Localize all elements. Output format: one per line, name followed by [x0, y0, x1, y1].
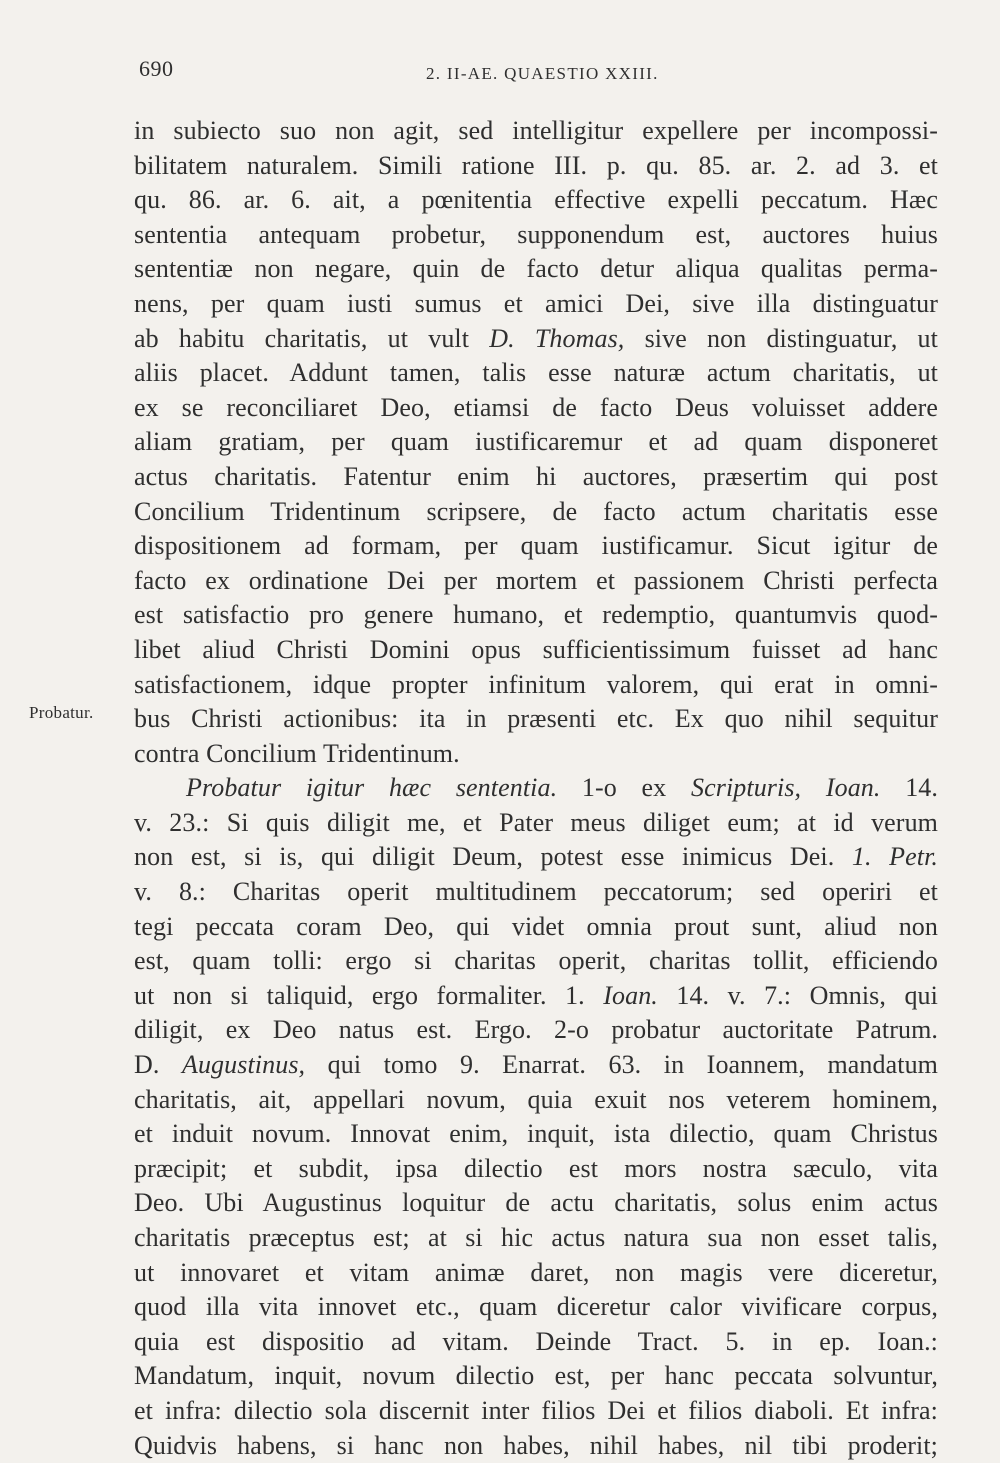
text-segment: bilitatem naturalem. Simili ratione III. p. qu. 85. ar. 2. ad 3. et	[134, 150, 938, 180]
text-segment: in subiecto suo non agit, sed intelligitur expellere per incompossi-	[134, 116, 938, 145]
text-line	[134, 840, 938, 875]
italic-text: Scripturis, Ioan.	[690, 773, 881, 803]
running-head: 2. II-AE. QUAESTIO XXIII.	[426, 64, 659, 83]
page-header	[0, 52, 1000, 92]
text-segment: præcipit; et subdit, ipsa dilectio est mors nostra sæculo, vita	[134, 1153, 938, 1183]
italic-text: D. Thomas,	[489, 323, 625, 353]
text-line	[134, 391, 938, 426]
text-line	[134, 564, 938, 599]
text-segment: aliis placet. Addunt tamen, talis esse naturæ actum charitatis, ut	[134, 358, 938, 388]
text-segment: 1-o ex	[557, 773, 691, 803]
text-line	[134, 495, 938, 530]
text-segment: D.	[134, 1050, 182, 1080]
text-segment: non est, si is, qui diligit Deum, potest esse inimicus Dei.	[134, 842, 852, 872]
text-line	[134, 529, 938, 564]
text-line	[134, 1325, 938, 1360]
text-line	[134, 633, 938, 668]
italic-text: 1. Petr.	[851, 842, 939, 872]
text-segment: qui tomo 9. Enarrat. 63. in Ioannem, mandatum	[305, 1050, 938, 1080]
text-segment: Mandatum, inquit, novum dilectio est, per hanc peccata solvuntur,	[134, 1361, 938, 1391]
text-line	[134, 668, 938, 703]
text-line	[134, 944, 938, 979]
text-segment: charitatis præceptus est; at si hic actus natura sua non esset talis,	[134, 1223, 938, 1252]
text-line	[134, 737, 938, 772]
text-segment: ab habitu charitatis, ut vult	[134, 323, 490, 353]
text-line	[134, 1083, 938, 1118]
text-segment: Deo. Ubi Augustinus loquitur de actu charitatis, solus enim actus	[134, 1188, 938, 1218]
text-segment: et induit novum. Innovat enim, inquit, ista dilectio, quam Christus	[134, 1119, 938, 1149]
text-line	[134, 771, 938, 806]
text-line	[134, 252, 938, 287]
text-line	[134, 114, 938, 149]
text-line	[134, 322, 938, 357]
text-line	[134, 1013, 938, 1048]
text-segment: ut innovaret et vitam animæ daret, non magis vere diceretur,	[134, 1257, 938, 1287]
text-line	[134, 183, 938, 218]
text-line	[134, 356, 938, 391]
text-line	[134, 1117, 938, 1152]
text-segment: facto ex ordinatione Dei per mortem et passionem Christi perfecta	[134, 565, 938, 595]
text-line	[134, 598, 938, 633]
text-segment: aliam gratiam, per quam iustificaremur et ad quam disponeret	[134, 427, 938, 457]
text-line	[134, 1429, 938, 1463]
text-segment: quia est dispositio ad vitam. Deinde Tract. 5. in ep. Ioan.:	[134, 1326, 938, 1356]
text-line	[134, 910, 938, 945]
text-segment: quod illa vita innovet etc., quam diceretur calor vivificare corpus,	[134, 1292, 938, 1322]
text-line	[134, 287, 938, 322]
text-segment: actus charitatis. Fatentur enim hi auctores, præsertim qui post	[134, 461, 938, 491]
text-segment: Quidvis habens, si hanc non habes, nihil habes, nil tibi proderit;	[134, 1430, 938, 1460]
text-segment: dispositionem ad formam, per quam iustificamur. Sicut igitur de	[134, 531, 938, 561]
text-segment: contra Concilium Tridentinum.	[134, 738, 460, 768]
text-line	[134, 806, 938, 841]
text-segment: qu. 86. ar. 6. ait, a pœnitentia effective expelli peccatum. Hæc	[134, 185, 938, 215]
text-line	[134, 1186, 938, 1221]
text-segment: ut non si taliquid, ergo formaliter. 1.	[134, 980, 604, 1010]
text-segment: satisfactionem, idque propter infinitum valorem, qui erat in omni-	[134, 669, 938, 699]
text-line	[134, 979, 938, 1014]
text-segment: est satisfactio pro genere humano, et redemptio, quantumvis quod-	[134, 600, 938, 630]
text-segment: charitatis, ait, appellari novum, quia exuit nos veterem hominem,	[134, 1084, 938, 1114]
text-segment: est, quam tolli: ergo si charitas operit, charitas tollit, efficiendo	[134, 946, 938, 976]
text-line	[134, 218, 938, 253]
text-line	[134, 1152, 938, 1187]
text-line	[134, 425, 938, 460]
text-segment: libet aliud Christi Domini opus sufficientissimum fuisset ad hanc	[134, 634, 938, 664]
text-line	[134, 1290, 938, 1325]
text-line	[134, 1394, 938, 1429]
page-number: 690	[139, 56, 174, 81]
text-segment: ex se reconciliaret Deo, etiamsi de facto Deus voluisset addere	[134, 392, 938, 422]
text-segment: 14.	[880, 773, 938, 803]
text-segment: sententiæ non negare, quin de facto detur aliqua qualitas perma-	[134, 254, 938, 284]
text-segment: bus Christi actionibus: ita in præsenti etc. Ex quo nihil sequitur	[134, 704, 938, 734]
text-segment: nens, per quam iusti sumus et amici Dei, sive illa distinguatur	[134, 288, 938, 318]
body-text	[134, 114, 938, 1463]
text-line	[134, 1256, 938, 1291]
text-line	[134, 1221, 938, 1256]
text-line	[134, 460, 938, 495]
text-segment: v. 8.: Charitas operit multitudinem peccatorum; sed operiri et	[134, 877, 938, 907]
text-line	[134, 1048, 938, 1083]
text-segment: tegi peccata coram Deo, qui videt omnia prout sunt, aliud non	[134, 911, 938, 941]
italic-text: Probatur igitur hæc sententia.	[186, 773, 558, 803]
text-segment: et infra: dilectio sola discernit inter filios Dei et filios diaboli. Et infra:	[134, 1395, 938, 1425]
text-line	[134, 702, 938, 737]
italic-text: Ioan.	[603, 980, 658, 1010]
text-segment: Concilium Tridentinum scripsere, de facto actum charitatis esse	[134, 496, 938, 526]
text-line	[134, 1359, 938, 1394]
text-line	[134, 149, 938, 184]
text-segment: diligit, ex Deo natus est. Ergo. 2-o probatur auctoritate Patrum.	[134, 1015, 938, 1045]
italic-text: Augustinus,	[181, 1050, 306, 1080]
text-segment: v. 23.: Si quis diligit me, et Pater meus diliget eum; at id verum	[134, 807, 938, 837]
text-line	[134, 875, 938, 910]
text-segment: sententia antequam probetur, supponendum est, auctores huius	[134, 219, 938, 249]
margin-note: Probatur.	[29, 703, 94, 722]
text-segment: sive non distinguatur, ut	[624, 323, 938, 353]
text-segment: 14. v. 7.: Omnis, qui	[657, 980, 938, 1010]
